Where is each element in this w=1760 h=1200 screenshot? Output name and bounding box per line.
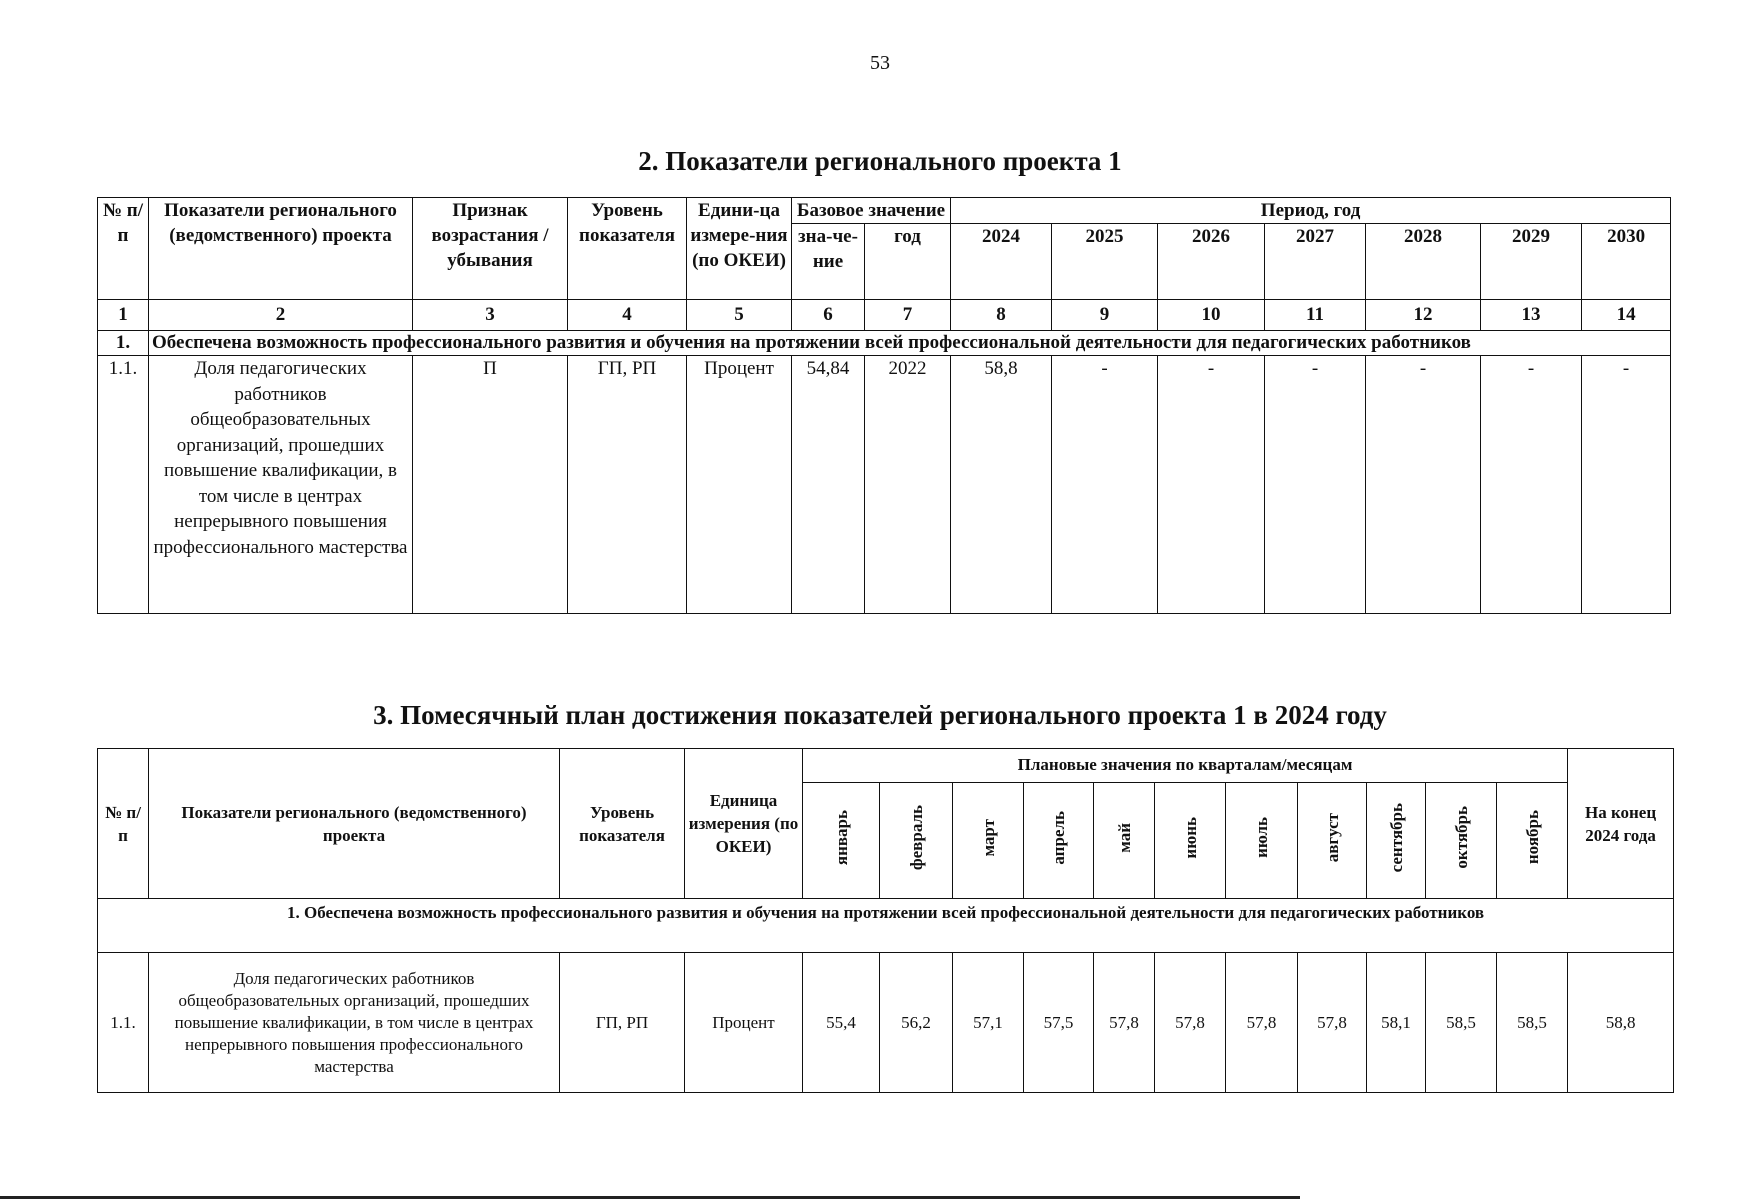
header-month: март <box>953 783 1024 899</box>
row-month-value: 57,5 <box>1024 953 1094 1093</box>
row-month-value: 57,8 <box>1226 953 1298 1093</box>
row-year-value: - <box>1582 356 1671 614</box>
row-year-value: - <box>1265 356 1366 614</box>
section2-title: 2. Показатели регионального проекта 1 <box>638 146 1122 176</box>
column-number: 7 <box>865 300 951 331</box>
row-level: ГП, РП <box>560 953 685 1093</box>
header-month: апрель <box>1024 783 1094 899</box>
header-level: Уровень показателя <box>560 749 685 899</box>
header-unit: Единица измерения (по ОКЕИ) <box>685 749 803 899</box>
row-unit: Процент <box>685 953 803 1093</box>
header-month: июнь <box>1155 783 1226 899</box>
header-year: 2030 <box>1582 224 1671 300</box>
header-year: 2026 <box>1158 224 1265 300</box>
goal-text: 1. Обеспечена возможность профессионального развития и обучения на протяжении всей профессиональной деятельности для педагогических работников <box>98 899 1674 953</box>
header-month: январь <box>803 783 880 899</box>
row-year-value: 58,8 <box>951 356 1052 614</box>
row-year-value: - <box>1158 356 1265 614</box>
column-number: 1 <box>98 300 149 331</box>
header-sign: Признак возрастания / убывания <box>413 198 568 300</box>
header-base-value: зна-че-ние <box>792 224 865 300</box>
row-base-value: 54,84 <box>792 356 865 614</box>
row-indicator: Доля педагогических работников общеобразовательных организаций, прошедших повышение квалификации, в том числе в центрах непрерывного повышения профессионального мастерства <box>149 356 413 614</box>
row-end-value: 58,8 <box>1568 953 1674 1093</box>
row-month-value: 55,4 <box>803 953 880 1093</box>
header-level: Уровень показателя <box>568 198 687 300</box>
row-month-value: 58,1 <box>1367 953 1426 1093</box>
column-number: 4 <box>568 300 687 331</box>
indicators-table <box>97 197 1671 614</box>
header-month: сентябрь <box>1367 783 1426 899</box>
header-month: февраль <box>880 783 953 899</box>
column-number: 13 <box>1481 300 1582 331</box>
header-base: Базовое значение <box>792 198 951 224</box>
table-row <box>98 953 1674 1093</box>
goal-text: Обеспечена возможность профессионального развития и обучения на протяжении всей профессиональной деятельности для педагогических работников <box>149 331 1671 356</box>
section3-title: 3. Помесячный план достижения показателей регионального проекта 1 в 2024 году <box>373 700 1387 730</box>
header-month: август <box>1298 783 1367 899</box>
row-sign: П <box>413 356 568 614</box>
header-plan: Плановые значения по кварталам/месяцам <box>803 749 1568 783</box>
goal-num: 1. <box>98 331 149 356</box>
row-num: 1.1. <box>98 356 149 614</box>
bottom-rule <box>0 1196 1300 1199</box>
row-year-value: - <box>1052 356 1158 614</box>
column-number: 14 <box>1582 300 1671 331</box>
row-level: ГП, РП <box>568 356 687 614</box>
row-month-value: 58,5 <box>1497 953 1568 1093</box>
header-period: Период, год <box>951 198 1671 224</box>
monthly-plan-table <box>97 748 1674 1093</box>
column-number: 12 <box>1366 300 1481 331</box>
column-number: 10 <box>1158 300 1265 331</box>
header-indicator: Показатели регионального (ведомственного) проекта <box>149 749 560 899</box>
header-num: № п/п <box>98 198 149 300</box>
header-month: июль <box>1226 783 1298 899</box>
header-unit: Едини-ца измере-ния (по ОКЕИ) <box>687 198 792 300</box>
row-month-value: 57,1 <box>953 953 1024 1093</box>
row-num: 1.1. <box>98 953 149 1093</box>
row-base-year: 2022 <box>865 356 951 614</box>
table-row <box>98 356 1671 614</box>
row-month-value: 58,5 <box>1426 953 1497 1093</box>
row-month-value: 57,8 <box>1094 953 1155 1093</box>
row-indicator: Доля педагогических работников общеобразовательных организаций, прошедших повышение квалификации, в том числе в центрах непрерывного повышения профессионального мастерства <box>149 953 560 1093</box>
header-year: 2024 <box>951 224 1052 300</box>
header-month: май <box>1094 783 1155 899</box>
column-number: 11 <box>1265 300 1366 331</box>
column-number: 8 <box>951 300 1052 331</box>
column-number: 5 <box>687 300 792 331</box>
column-number: 3 <box>413 300 568 331</box>
header-year: 2027 <box>1265 224 1366 300</box>
header-year: 2029 <box>1481 224 1582 300</box>
header-year: 2025 <box>1052 224 1158 300</box>
header-num: № п/п <box>98 749 149 899</box>
header-month: ноябрь <box>1497 783 1568 899</box>
row-unit: Процент <box>687 356 792 614</box>
header-indicator: Показатели регионального (ведомственного) проекта <box>149 198 413 300</box>
column-number: 9 <box>1052 300 1158 331</box>
row-year-value: - <box>1481 356 1582 614</box>
column-number: 2 <box>149 300 413 331</box>
row-month-value: 56,2 <box>880 953 953 1093</box>
header-year: 2028 <box>1366 224 1481 300</box>
header-month: октябрь <box>1426 783 1497 899</box>
header-base-year: год <box>865 224 951 300</box>
header-end: На конец 2024 года <box>1568 749 1674 899</box>
page-number: 53 <box>870 52 890 74</box>
row-year-value: - <box>1366 356 1481 614</box>
row-month-value: 57,8 <box>1155 953 1226 1093</box>
column-number: 6 <box>792 300 865 331</box>
row-month-value: 57,8 <box>1298 953 1367 1093</box>
